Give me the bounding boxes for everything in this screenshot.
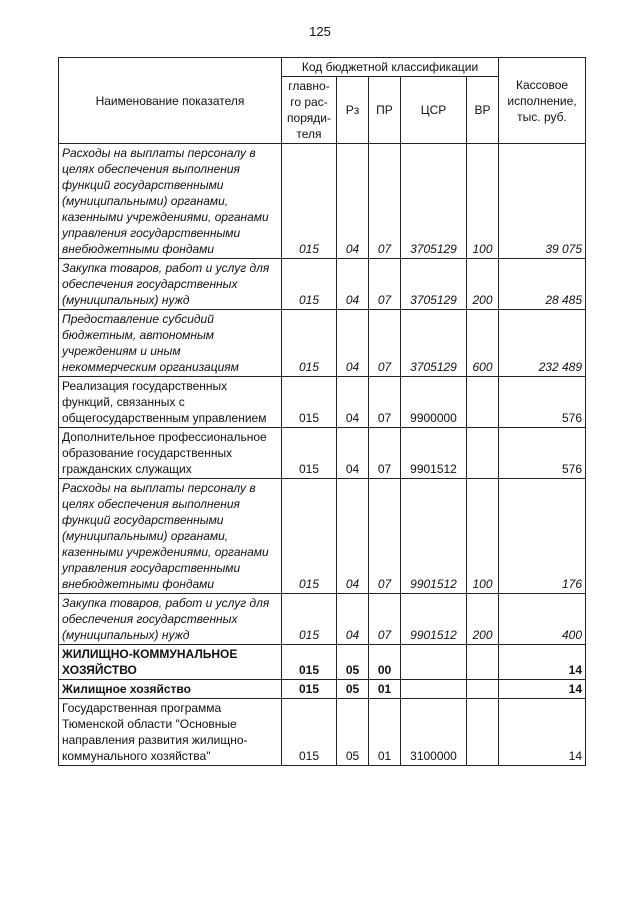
table-row xyxy=(59,144,586,259)
cell-rz: 05 xyxy=(337,645,369,680)
cell-name: Закупка товаров, работ и услуг для обеспечения государственных (муниципальных) нужд xyxy=(59,259,282,310)
budget-table xyxy=(58,57,586,766)
cell-rz: 04 xyxy=(337,377,369,428)
cell-csr: 9901512 xyxy=(401,594,467,645)
cell-csr: 3705129 xyxy=(401,144,467,259)
cell-glavnogo: 015 xyxy=(282,699,337,766)
header-vr: ВР xyxy=(467,77,499,144)
cell-vr: 600 xyxy=(467,310,499,377)
cell-rz: 04 xyxy=(337,428,369,479)
header-glavnogo: главно-го рас-поряди-теля xyxy=(282,77,337,144)
cell-rz: 04 xyxy=(337,144,369,259)
page-number: 125 xyxy=(309,24,331,39)
cell-glavnogo: 015 xyxy=(282,377,337,428)
table-row xyxy=(59,680,586,699)
cell-pr: 07 xyxy=(369,310,401,377)
cell-name: Дополнительное профессиональное образование государственных гражданских служащих xyxy=(59,428,282,479)
table-row xyxy=(59,428,586,479)
cell-csr: 9900000 xyxy=(401,377,467,428)
cell-glavnogo: 015 xyxy=(282,680,337,699)
cell-glavnogo: 015 xyxy=(282,479,337,594)
header-rz: Рз xyxy=(337,77,369,144)
cell-rz: 04 xyxy=(337,479,369,594)
cell-rz: 04 xyxy=(337,259,369,310)
cell-sum: 576 xyxy=(499,377,586,428)
cell-name: Государственная программа Тюменской области "Основные направления развития жилищно-коммунального хозяйства" xyxy=(59,699,282,766)
cell-vr xyxy=(467,699,499,766)
cell-pr: 07 xyxy=(369,144,401,259)
cell-glavnogo: 015 xyxy=(282,594,337,645)
cell-pr: 01 xyxy=(369,699,401,766)
cell-sum: 576 xyxy=(499,428,586,479)
cell-csr: 9901512 xyxy=(401,428,467,479)
cell-pr: 07 xyxy=(369,259,401,310)
cell-rz: 04 xyxy=(337,310,369,377)
cell-sum: 28 485 xyxy=(499,259,586,310)
cell-csr xyxy=(401,645,467,680)
cell-sum: 400 xyxy=(499,594,586,645)
cell-glavnogo: 015 xyxy=(282,645,337,680)
cell-csr xyxy=(401,680,467,699)
cell-rz: 05 xyxy=(337,699,369,766)
cell-vr xyxy=(467,645,499,680)
cell-glavnogo: 015 xyxy=(282,310,337,377)
cell-pr: 07 xyxy=(369,377,401,428)
header-pr: ПР xyxy=(369,77,401,144)
cell-csr: 3705129 xyxy=(401,310,467,377)
cell-pr: 00 xyxy=(369,645,401,680)
cell-vr xyxy=(467,428,499,479)
cell-vr xyxy=(467,377,499,428)
cell-name: ЖИЛИЩНО-КОММУНАЛЬНОЕ ХОЗЯЙСТВО xyxy=(59,645,282,680)
cell-glavnogo: 015 xyxy=(282,428,337,479)
cell-sum: 232 489 xyxy=(499,310,586,377)
table-row xyxy=(59,594,586,645)
header-row-group xyxy=(59,58,586,77)
cell-name: Закупка товаров, работ и услуг для обеспечения государственных (муниципальных) нужд xyxy=(59,594,282,645)
table-row xyxy=(59,699,586,766)
cell-pr: 07 xyxy=(369,479,401,594)
cell-glavnogo: 015 xyxy=(282,259,337,310)
cell-csr: 3705129 xyxy=(401,259,467,310)
cell-sum: 14 xyxy=(499,645,586,680)
header-csr: ЦСР xyxy=(401,77,467,144)
cell-pr: 07 xyxy=(369,428,401,479)
cell-sum: 14 xyxy=(499,680,586,699)
cell-pr: 07 xyxy=(369,594,401,645)
cell-name: Расходы на выплаты персоналу в целях обеспечения выполнения функций государственными (муниципальными) органами, казенными учреждениями, органами управления государственными внебюджетными фондами xyxy=(59,479,282,594)
table-row xyxy=(59,259,586,310)
cell-rz: 04 xyxy=(337,594,369,645)
cell-sum: 176 xyxy=(499,479,586,594)
cell-vr: 200 xyxy=(467,594,499,645)
cell-vr xyxy=(467,680,499,699)
cell-csr: 3100000 xyxy=(401,699,467,766)
cell-name: Жилищное хозяйство xyxy=(59,680,282,699)
cell-pr: 01 xyxy=(369,680,401,699)
table-row xyxy=(59,645,586,680)
header-budget-code: Код бюджетной классификации xyxy=(282,58,499,77)
table-row xyxy=(59,377,586,428)
cell-sum: 14 xyxy=(499,699,586,766)
cell-csr: 9901512 xyxy=(401,479,467,594)
cell-glavnogo: 015 xyxy=(282,144,337,259)
header-name: Наименование показателя xyxy=(59,58,282,144)
cell-name: Расходы на выплаты персоналу в целях обеспечения выполнения функций государственными (муниципальными) органами, казенными учреждениями, органами управления государственными внебюджетными фондами xyxy=(59,144,282,259)
table-row xyxy=(59,310,586,377)
cell-rz: 05 xyxy=(337,680,369,699)
header-kassa: Кассовое исполнение, тыс. руб. xyxy=(499,58,586,144)
cell-vr: 100 xyxy=(467,479,499,594)
cell-vr: 200 xyxy=(467,259,499,310)
cell-name: Реализация государственных функций, связанных с общегосударственным управлением xyxy=(59,377,282,428)
table-row xyxy=(59,479,586,594)
cell-sum: 39 075 xyxy=(499,144,586,259)
cell-name: Предоставление субсидий бюджетным, автономным учреждениям и иным некоммерческим организациям xyxy=(59,310,282,377)
cell-vr: 100 xyxy=(467,144,499,259)
